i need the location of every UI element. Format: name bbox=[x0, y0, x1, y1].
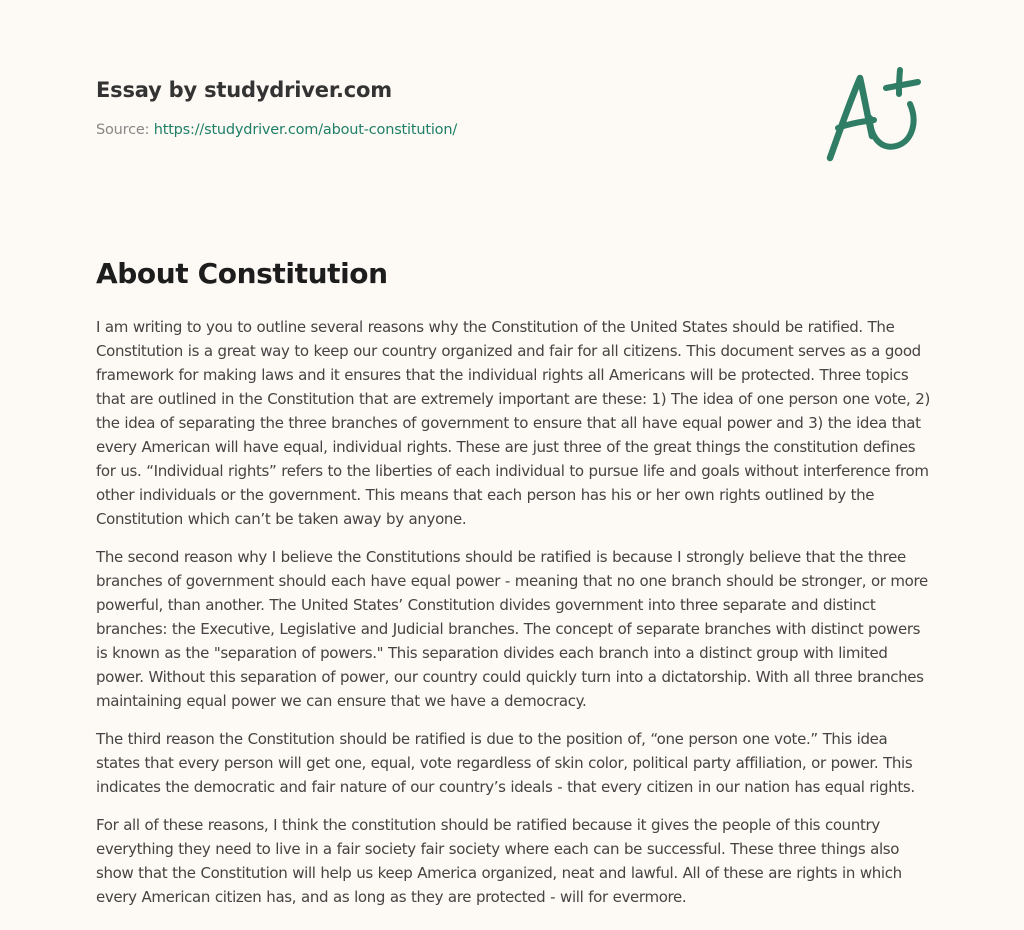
essay-paragraph-1: I am writing to you to outline several reasons why the Constitution of the United States should be ratified. The Constitution is a great way to keep our country organized and fair for all citizens. This document serves as a good framework for making laws and it ensures that the individual rights all Americans will be protected. Three topics that are outlined in the Constitution that are extremely important are these: 1) The idea of one person one vote, 2) the idea of separating the three branches of government to ensure that all have equal power and 3) the idea that every American will have equal, individual rights. These are just three of the great things the constitution defines for us. “Individual rights” refers to the liberties of each individual to pursue life and goals without interference from other individuals or the government. This means that each person has his or her own rights outlined by the Constitution which can’t be taken away by anyone. bbox=[96, 318, 930, 528]
essay-title: About Constitution bbox=[96, 257, 388, 290]
essay-paragraph-3: The third reason the Constitution should be ratified is due to the position of, “one person one vote.” This idea states that every person will get one, equal, vote regardless of skin color, political party affiliation, or power. This indicates the democratic and fair nature of our country’s ideals - that every citizen in our nation has equal rights. bbox=[96, 730, 915, 796]
a-plus-grade-icon bbox=[822, 66, 928, 166]
source-label: Source: bbox=[96, 122, 150, 138]
essay-paragraph-4: For all of these reasons, I think the constitution should be ratified because it gives the people of this country everything they need to live in a fair society fair society where each can be successful. These three things also show that the Constitution will help us keep America organized, neat and lawful. All of these are rights in which every American citizen has, and as long as they are protected - will for evermore. bbox=[96, 816, 902, 906]
site-title: Essay by studydriver.com bbox=[96, 78, 392, 102]
source-link[interactable]: https://studydriver.com/about-constitution/ bbox=[153, 122, 458, 138]
essay-body bbox=[96, 315, 932, 909]
essay-paragraph-2: The second reason why I believe the Constitutions should be ratified is because I strongly believe that the three branches of government should each have equal power - meaning that no one branch should be stronger, or more powerful, than another. The United States’ Constitution divides government into three separate and distinct branches: the Executive, Legislative and Judicial branches. The concept of separate branches with distinct powers is known as the "separation of powers." This separation divides each branch into a distinct group with limited power. Without this separation of power, our country could quickly turn into a dictatorship. With all three branches maintaining equal power we can ensure that we have a democracy. bbox=[96, 548, 928, 710]
essay-content bbox=[96, 254, 932, 923]
source-line bbox=[96, 120, 926, 140]
page-header bbox=[96, 76, 926, 140]
